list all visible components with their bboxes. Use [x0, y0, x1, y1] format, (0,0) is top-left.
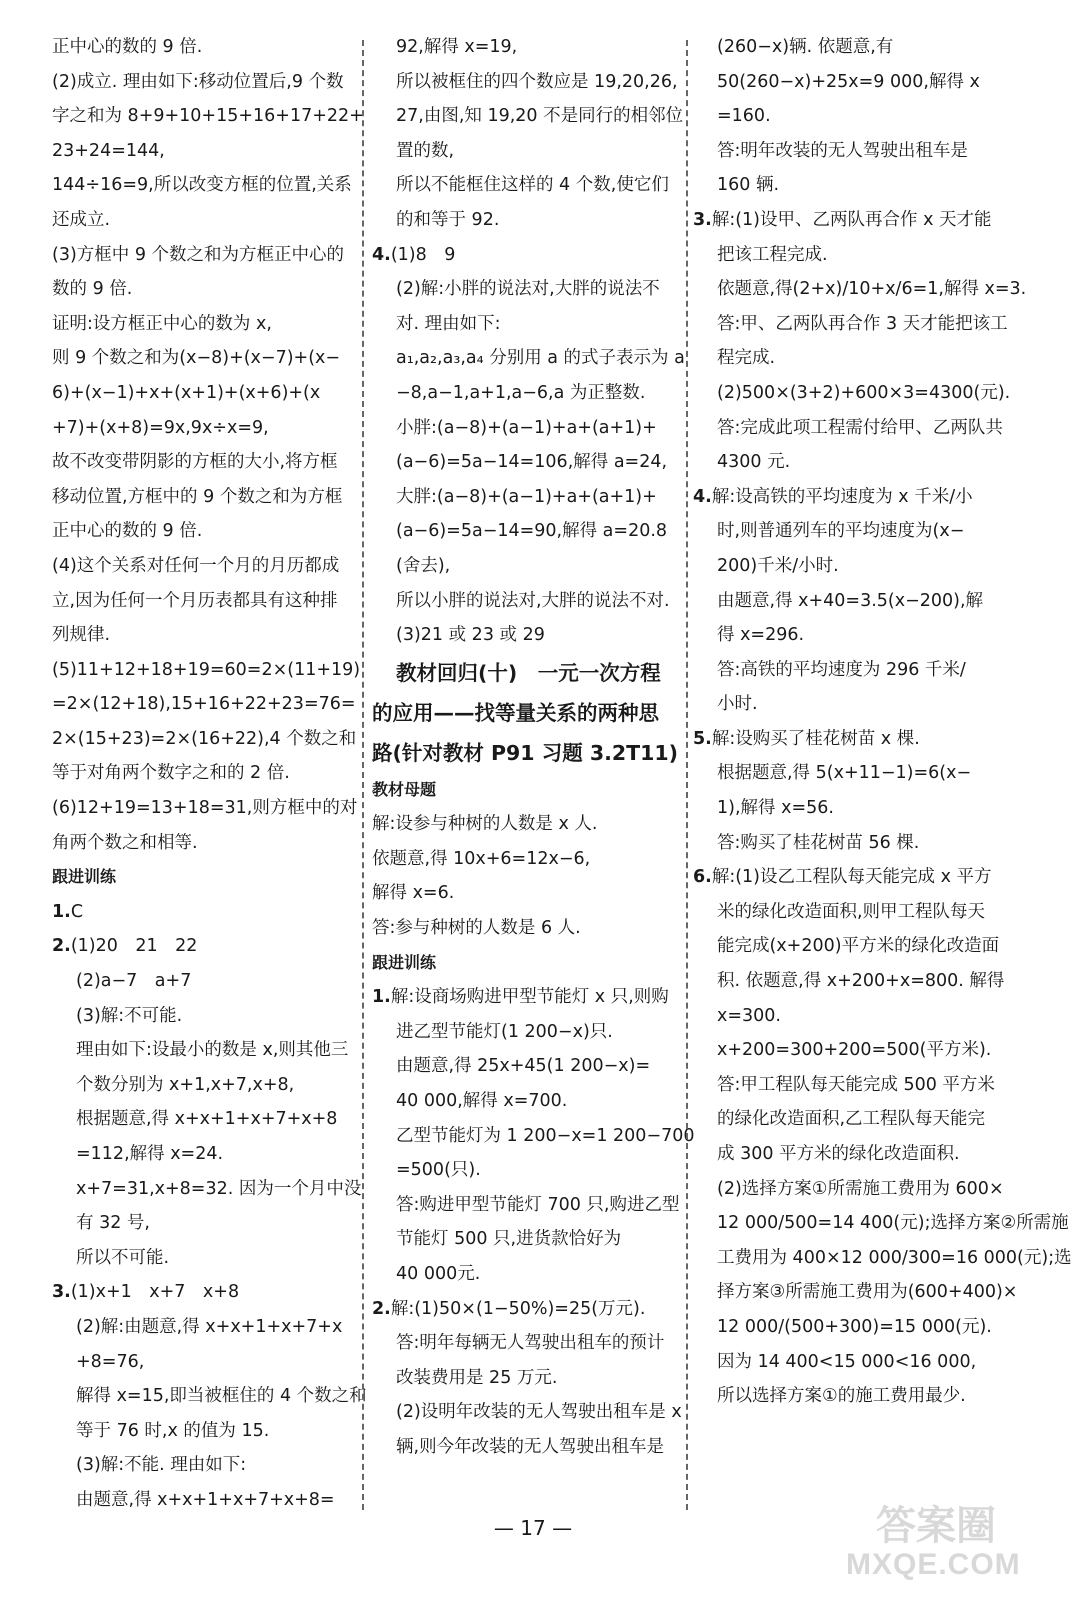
- answer-line: [52, 480, 357, 515]
- line-text: 答:明年每辆无人驾驶出租车的预计: [396, 1333, 665, 1354]
- answer-line: [372, 584, 684, 619]
- line-text: (1)x+1 x+7 x+8: [70, 1282, 240, 1303]
- line-text: (2)选择方案①所需施工费用为 600×: [717, 1178, 1004, 1199]
- line-text: 200)千米/小时.: [717, 555, 839, 576]
- line-text: 所以不能框住这样的 4 个数,使它们: [396, 175, 669, 196]
- line-text: 6)+(x−1)+x+(x+1)+(x+6)+(x: [52, 382, 321, 403]
- column-divider: [362, 40, 364, 1510]
- answer-line: [52, 99, 364, 134]
- answer-line: [693, 722, 1011, 757]
- line-text: (a−6)=5a−14=90,解得 a=20.8: [396, 521, 668, 542]
- answer-line: [52, 168, 357, 203]
- line-text: (1)20 21 22: [70, 936, 198, 957]
- line-text: 跟进训练: [52, 867, 117, 887]
- line-text: 160 辆.: [717, 175, 780, 196]
- answer-line: [372, 411, 684, 446]
- line-text: C: [70, 901, 84, 922]
- answer-line: [372, 480, 684, 515]
- answer-line: [372, 65, 684, 100]
- question-number: 3.: [52, 1282, 71, 1303]
- line-text: 跟进训练: [372, 952, 437, 972]
- answer-line: [693, 168, 1011, 203]
- line-text: (6)12+19=13+18=31,则方框中的对: [52, 798, 358, 819]
- answer-line: [693, 1172, 1011, 1207]
- line-text: 2×(15+23)=2×(16+22),4 个数之和: [52, 728, 357, 749]
- line-text: 根据题意,得 5(x+11−1)=6(x−: [717, 763, 972, 784]
- line-text: 角两个数之和相等.: [52, 832, 198, 853]
- answer-line: [372, 549, 684, 584]
- answer-line: [693, 756, 1011, 791]
- line-text: 解:(1)50×(1−50%)=25(万元).: [390, 1298, 646, 1319]
- answer-line: [372, 1222, 684, 1257]
- line-text: 解:设购买了桂花树苗 x 棵.: [711, 728, 920, 749]
- answer-line: [372, 876, 684, 911]
- answer-line: [52, 653, 361, 688]
- answer-line: [52, 1137, 357, 1172]
- answer-line: [52, 1206, 357, 1241]
- line-text: 答:参与种树的人数是 6 人.: [372, 918, 581, 939]
- line-text: 移动位置,方框中的 9 个数之和为方框: [52, 486, 343, 507]
- answer-line: [693, 65, 1011, 100]
- line-text: +8=76,: [76, 1351, 145, 1372]
- line-text: 144÷16=9,所以改变方框的位置,关系: [52, 175, 352, 196]
- answer-line: [693, 929, 1011, 964]
- answer-line: [52, 1379, 367, 1414]
- watermark-logo: [846, 1488, 1026, 1586]
- answer-line: [52, 1241, 357, 1276]
- line-text: 小胖:(a−8)+(a−1)+a+(a+1)+: [396, 417, 657, 438]
- line-text: (260−x)辆. 依题意,有: [717, 37, 894, 57]
- answer-line: [52, 65, 357, 100]
- answer-line: [52, 999, 357, 1034]
- question-number: 3.: [693, 209, 712, 230]
- answer-line: [372, 807, 684, 842]
- answer-line: [693, 826, 1011, 861]
- line-text: 的应用——找等量关系的两种思: [372, 700, 659, 725]
- answer-line: [52, 722, 357, 757]
- answer-line: [693, 514, 1011, 549]
- line-text: 23+24=144,: [52, 140, 165, 161]
- page-number: — 17 —: [493, 1516, 573, 1540]
- watermark-text: 答案圈: [876, 1504, 996, 1548]
- question-number: 1.: [372, 987, 391, 1008]
- question-number: 2.: [372, 1298, 391, 1319]
- section-heading: [372, 773, 684, 808]
- question-number: 5.: [693, 728, 712, 749]
- line-text: 所以被框住的四个数应是 19,20,26,: [396, 71, 678, 92]
- answer-line: [372, 1326, 684, 1361]
- line-text: 节能灯 500 只,进货款恰好为: [396, 1229, 622, 1250]
- line-text: 进乙型节能灯(1 200−x)只.: [396, 1021, 613, 1042]
- answer-line: [372, 514, 684, 549]
- answer-line: [372, 341, 684, 376]
- answer-line: [693, 1206, 1069, 1241]
- line-text: 解:(1)设甲、乙两队再合作 x 天才能: [711, 209, 992, 230]
- line-text: 乙型节能灯为 1 200−x=1 200−700: [396, 1125, 695, 1146]
- answer-line: [52, 376, 357, 411]
- answer-line: [372, 1188, 684, 1223]
- answer-line: [693, 1310, 1011, 1345]
- chapter-title: [372, 693, 684, 733]
- answer-line: [372, 1119, 695, 1154]
- answer-line: [52, 272, 357, 307]
- answer-line: [372, 307, 684, 342]
- line-text: =2×(12+18),15+16+22+23=76=: [52, 694, 356, 715]
- line-text: 正中心的数的 9 倍.: [52, 521, 203, 542]
- line-text: (3)21 或 23 或 29: [396, 625, 545, 646]
- answer-line: [693, 307, 1011, 342]
- answer-column-left: [52, 30, 367, 1530]
- answer-line: [693, 1379, 1011, 1414]
- line-text: 根据题意,得 x+x+1+x+7+x+8: [76, 1109, 338, 1130]
- answer-line: [52, 134, 357, 169]
- answer-column-middle: [372, 30, 695, 1530]
- answer-line: [693, 1137, 1011, 1172]
- line-text: 数的 9 倍.: [52, 279, 133, 300]
- line-text: =500(只).: [396, 1160, 481, 1181]
- answer-line: [52, 30, 357, 65]
- line-text: 列规律.: [52, 625, 111, 646]
- answer-line: [693, 895, 1011, 930]
- line-text: (2)a−7 a+7: [76, 971, 192, 992]
- answer-line: [372, 376, 684, 411]
- answer-line: [372, 238, 684, 273]
- line-text: x=300.: [717, 1005, 781, 1026]
- line-text: 置的数,: [396, 140, 455, 161]
- answer-line: [52, 1483, 357, 1518]
- line-text: 等于对角两个数字之和的 2 倍.: [52, 763, 290, 784]
- answer-line: [693, 341, 1011, 376]
- answer-line: [372, 30, 684, 65]
- answer-line: [693, 549, 1011, 584]
- line-text: 米的绿化改造面积,则甲工程队每天: [717, 901, 986, 922]
- answer-line: [372, 911, 684, 946]
- answer-line: [52, 1345, 357, 1380]
- line-text: 答:甲工程队每天能完成 500 平方米: [717, 1074, 995, 1095]
- answer-line: [52, 238, 357, 273]
- line-text: 4300 元.: [717, 452, 791, 473]
- line-text: 教材回归(十) 一元一次方程: [396, 660, 661, 685]
- answer-line: [693, 445, 1011, 480]
- line-text: 所以选择方案①的施工费用最少.: [717, 1386, 966, 1407]
- answer-line: [372, 980, 684, 1015]
- answer-column-right: [693, 30, 1072, 1530]
- line-text: 程完成.: [717, 348, 776, 369]
- answer-line: [693, 1275, 1018, 1310]
- answer-line: [372, 1292, 684, 1327]
- answer-line: [52, 1275, 357, 1310]
- answer-line: [693, 134, 1011, 169]
- line-text: 正中心的数的 9 倍.: [52, 37, 203, 57]
- answer-line: [693, 376, 1011, 411]
- answer-line: [693, 999, 1011, 1034]
- answer-line: [693, 618, 1011, 653]
- answer-line: [693, 1033, 1011, 1068]
- answer-line: [372, 1395, 684, 1430]
- answer-line: [693, 203, 1011, 238]
- line-text: 还成立.: [52, 209, 111, 230]
- line-text: 择方案③所需施工费用为(600+400)×: [717, 1282, 1018, 1303]
- question-number: 4.: [372, 244, 391, 265]
- line-text: (3)方框中 9 个数之和为方框正中心的: [52, 244, 345, 265]
- line-text: 字之和为 8+9+10+15+16+17+22+: [52, 106, 364, 127]
- line-text: +7)+(x+8)=9x,9x÷x=9,: [52, 417, 269, 438]
- line-text: 解:设参与种树的人数是 x 人.: [372, 814, 598, 835]
- line-text: (舍去),: [396, 555, 451, 576]
- chapter-title: [372, 733, 684, 773]
- answer-line: [693, 1345, 1011, 1380]
- line-text: 辆,则今年改装的无人驾驶出租车是: [396, 1436, 665, 1457]
- line-text: 12 000/500=14 400(元);选择方案②所需施: [717, 1213, 1069, 1234]
- answer-line: [693, 964, 1011, 999]
- answer-line: [693, 1068, 1011, 1103]
- section-heading: [52, 860, 357, 895]
- answer-line: [52, 584, 357, 619]
- answer-line: [693, 653, 1011, 688]
- answer-line: [52, 307, 357, 342]
- line-text: 积. 依题意,得 x+200+x=800. 解得: [717, 971, 1005, 992]
- answer-line: [372, 445, 684, 480]
- line-text: 因为 14 400<15 000<16 000,: [717, 1351, 977, 1372]
- line-text: 有 32 号,: [76, 1213, 150, 1234]
- line-text: −8,a−1,a+1,a−6,a 为正整数.: [396, 382, 646, 403]
- answer-line: [52, 341, 357, 376]
- line-text: 依题意,得 10x+6=12x−6,: [372, 848, 591, 869]
- answer-line: [52, 445, 357, 480]
- answer-line: [52, 826, 357, 861]
- answer-line: [693, 99, 1011, 134]
- line-text: 解得 x=15,即当被框住的 4 个数之和: [76, 1386, 367, 1407]
- line-text: (3)解:不能. 理由如下:: [76, 1455, 247, 1476]
- line-text: 答:甲、乙两队再合作 3 天才能把该工: [717, 313, 1008, 334]
- line-text: 则 9 个数之和为(x−8)+(x−7)+(x−: [52, 348, 341, 369]
- answer-line: [693, 687, 1011, 722]
- answer-line: [693, 1241, 1072, 1276]
- line-text: 答:完成此项工程需付给甲、乙两队共: [717, 417, 1003, 438]
- question-number: 4.: [693, 486, 712, 507]
- answer-line: [52, 929, 357, 964]
- line-text: 得 x=296.: [717, 625, 805, 646]
- question-number: 1.: [52, 901, 71, 922]
- answer-line: [693, 272, 1027, 307]
- line-text: 等于 76 时,x 的值为 15.: [76, 1420, 270, 1441]
- answer-line: [372, 1361, 684, 1396]
- line-text: 所以不可能.: [76, 1247, 170, 1268]
- line-text: 1),解得 x=56.: [717, 798, 834, 819]
- line-text: 工费用为 400×12 000/300=16 000(元);选: [717, 1247, 1072, 1268]
- answer-line: [52, 411, 357, 446]
- answer-line: [372, 1049, 684, 1084]
- answer-line: [372, 1153, 684, 1188]
- line-text: =160.: [717, 106, 771, 127]
- line-text: a₁,a₂,a₃,a₄ 分别用 a 的式子表示为 a: [396, 348, 685, 369]
- line-text: 的和等于 92.: [396, 209, 500, 230]
- answer-line: [52, 687, 357, 722]
- line-text: (5)11+12+18+19=60=2×(11+19): [52, 659, 361, 680]
- answer-line: [693, 480, 1011, 515]
- line-text: 40 000,解得 x=700.: [396, 1091, 568, 1112]
- line-text: 路(针对教材 P91 习题 3.2T11): [372, 740, 679, 765]
- answer-line: [372, 1084, 684, 1119]
- line-text: 解:设高铁的平均速度为 x 千米/小: [711, 486, 973, 507]
- answer-line: [693, 30, 1011, 65]
- line-text: 能完成(x+200)平方米的绿化改造面: [717, 936, 1000, 957]
- answer-line: [52, 895, 357, 930]
- answer-line: [693, 584, 1011, 619]
- answer-line: [372, 99, 684, 134]
- line-text: 证明:设方框正中心的数为 x,: [52, 313, 272, 334]
- answer-line: [52, 549, 357, 584]
- answer-line: [52, 1310, 357, 1345]
- line-text: 所以小胖的说法对,大胖的说法不对.: [396, 590, 670, 611]
- answer-line: [372, 842, 684, 877]
- line-text: (1)8 9: [390, 244, 456, 265]
- line-text: x+200=300+200=500(平方米).: [717, 1040, 992, 1061]
- line-text: 答:购进甲型节能灯 700 只,购进乙型: [396, 1194, 680, 1215]
- answer-line: [52, 1033, 357, 1068]
- line-text: 由题意,得 x+x+1+x+7+x+8=: [76, 1489, 335, 1510]
- line-text: 故不改变带阴影的方框的大小,将方框: [52, 452, 338, 473]
- line-text: (2)成立. 理由如下:移动位置后,9 个数: [52, 71, 344, 92]
- line-text: 由题意,得 x+40=3.5(x−200),解: [717, 590, 984, 611]
- line-text: 对. 理由如下:: [396, 313, 501, 334]
- line-text: 解:设商场购进甲型节能灯 x 只,则购: [390, 987, 669, 1008]
- line-text: 解得 x=6.: [372, 883, 455, 904]
- answer-line: [52, 791, 357, 826]
- line-text: 理由如下:设最小的数是 x,则其他三: [76, 1040, 349, 1061]
- line-text: 92,解得 x=19,: [396, 37, 518, 57]
- answer-line: [693, 791, 1011, 826]
- chapter-title: [372, 653, 684, 693]
- answer-line: [372, 1257, 684, 1292]
- answer-line: [52, 514, 357, 549]
- answer-line: [52, 1068, 357, 1103]
- line-text: 把该工程完成.: [717, 244, 828, 265]
- answer-line: [52, 203, 357, 238]
- line-text: (a−6)=5a−14=106,解得 a=24,: [396, 452, 668, 473]
- line-text: 立,因为任何一个月历表都具有这种排: [52, 590, 338, 611]
- answer-line: [693, 860, 1011, 895]
- line-text: (2)解:由题意,得 x+x+1+x+7+x: [76, 1316, 343, 1337]
- watermark-url: MXQE.COM: [846, 1548, 1021, 1581]
- line-text: 答:高铁的平均速度为 296 千米/: [717, 659, 966, 680]
- answer-line: [693, 411, 1011, 446]
- line-text: x+7=31,x+8=32. 因为一个月中没: [76, 1178, 362, 1199]
- line-text: 答:购买了桂花树苗 56 棵.: [717, 832, 920, 853]
- answer-line: [693, 1102, 1011, 1137]
- answer-line: [372, 134, 684, 169]
- line-text: 个数分别为 x+1,x+7,x+8,: [76, 1074, 295, 1095]
- line-text: 大胖:(a−8)+(a−1)+a+(a+1)+: [396, 486, 657, 507]
- line-text: 的绿化改造面积,乙工程队每天能完: [717, 1109, 986, 1130]
- line-text: 小时.: [717, 694, 758, 715]
- section-heading: [372, 946, 684, 981]
- line-text: (2)解:小胖的说法对,大胖的说法不: [396, 279, 660, 300]
- line-text: =112,解得 x=24.: [76, 1144, 224, 1164]
- line-text: 27,由图,知 19,20 不是同行的相邻位: [396, 106, 684, 127]
- line-text: 答:明年改装的无人驾驶出租车是: [717, 140, 968, 161]
- answer-line: [52, 964, 357, 999]
- line-text: 时,则普通列车的平均速度为(x−: [717, 521, 965, 542]
- line-text: (2)500×(3+2)+600×3=4300(元).: [717, 382, 1011, 403]
- line-text: 改装费用是 25 万元.: [396, 1367, 558, 1388]
- answer-line: [52, 618, 357, 653]
- answer-line: [52, 1414, 357, 1449]
- question-number: 6.: [693, 867, 712, 888]
- question-number: 2.: [52, 936, 71, 957]
- line-text: (2)设明年改装的无人驾驶出租车是 x: [396, 1402, 682, 1423]
- answer-line: [372, 1015, 684, 1050]
- line-text: 解:(1)设乙工程队每天能完成 x 平方: [711, 867, 992, 888]
- line-text: 12 000/(500+300)=15 000(元).: [717, 1316, 992, 1337]
- answer-line: [693, 238, 1011, 273]
- line-text: 依题意,得(2+x)/10+x/6=1,解得 x=3.: [717, 279, 1027, 300]
- answer-line: [372, 168, 684, 203]
- answer-line: [372, 203, 684, 238]
- answer-line: [52, 1448, 357, 1483]
- answer-line: [52, 756, 357, 791]
- answer-line: [372, 272, 684, 307]
- line-text: 由题意,得 25x+45(1 200−x)=: [396, 1056, 651, 1077]
- answer-line: [52, 1102, 357, 1137]
- line-text: (4)这个关系对任何一个月的月历都成: [52, 555, 340, 576]
- line-text: (3)解:不可能.: [76, 1005, 183, 1026]
- answer-line: [52, 1172, 362, 1207]
- line-text: 成 300 平方米的绿化改造面积.: [717, 1144, 960, 1164]
- answer-line: [372, 1430, 684, 1465]
- line-text: 40 000元.: [396, 1264, 481, 1284]
- line-text: 教材母题: [372, 779, 437, 799]
- answer-line: [372, 618, 684, 653]
- column-divider: [686, 40, 688, 1510]
- line-text: 50(260−x)+25x=9 000,解得 x: [717, 71, 980, 92]
